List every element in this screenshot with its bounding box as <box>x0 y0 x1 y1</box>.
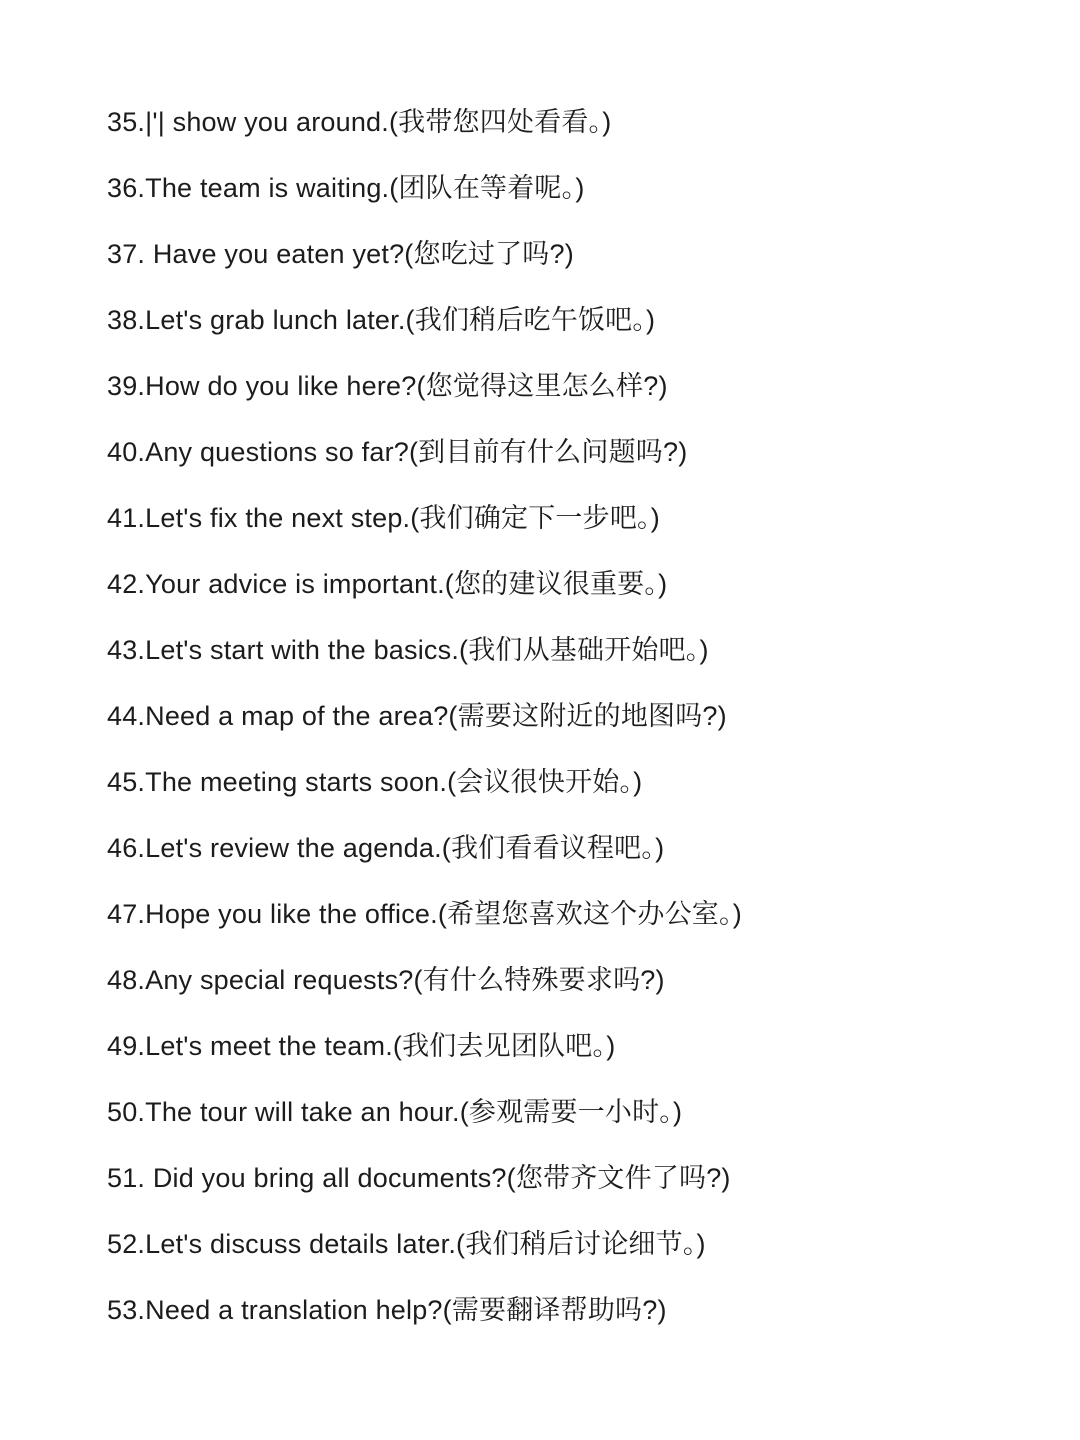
phrase-item: 38.Let's grab lunch later.(我们稍后吃午饭吧。) <box>107 305 656 335</box>
phrase-item: 44.Need a map of the area?(需要这附近的地图吗?) <box>107 701 727 731</box>
phrase-item: 52.Let's discuss details later.(我们稍后讨论细节。) <box>107 1229 706 1259</box>
phrase-item: 37. Have you eaten yet?(您吃过了吗?) <box>107 239 574 269</box>
phrase-item: 49.Let's meet the team.(我们去见团队吧。) <box>107 1031 616 1061</box>
phrase-item: 47.Hope you like the office.(希望您喜欢这个办公室。) <box>107 899 742 929</box>
phrase-item: 39.How do you like here?(您觉得这里怎么样?) <box>107 371 668 401</box>
phrase-item: 36.The team is waiting.(团队在等着呢。) <box>107 173 585 203</box>
phrase-item: 50.The tour will take an hour.(参观需要一小时。) <box>107 1097 683 1127</box>
phrase-item: 40.Any questions so far?(到目前有什么问题吗?) <box>107 437 688 467</box>
phrase-item: 48.Any special requests?(有什么特殊要求吗?) <box>107 965 665 995</box>
phrase-item: 46.Let's review the agenda.(我们看看议程吧。) <box>107 833 665 863</box>
phrase-item: 53.Need a translation help?(需要翻译帮助吗?) <box>107 1295 667 1325</box>
phrase-item: 42.Your advice is important.(您的建议很重要。) <box>107 569 668 599</box>
phrase-item: 41.Let's fix the next step.(我们确定下一步吧。) <box>107 503 660 533</box>
phrase-item: 51. Did you bring all documents?(您带齐文件了吗?) <box>107 1163 731 1193</box>
phrase-item: 45.The meeting starts soon.(会议很快开始。) <box>107 767 643 797</box>
phrase-item: 43.Let's start with the basics.(我们从基础开始吧。) <box>107 635 709 665</box>
phrase-item: 35.|'| show you around.(我带您四处看看。) <box>107 107 612 137</box>
